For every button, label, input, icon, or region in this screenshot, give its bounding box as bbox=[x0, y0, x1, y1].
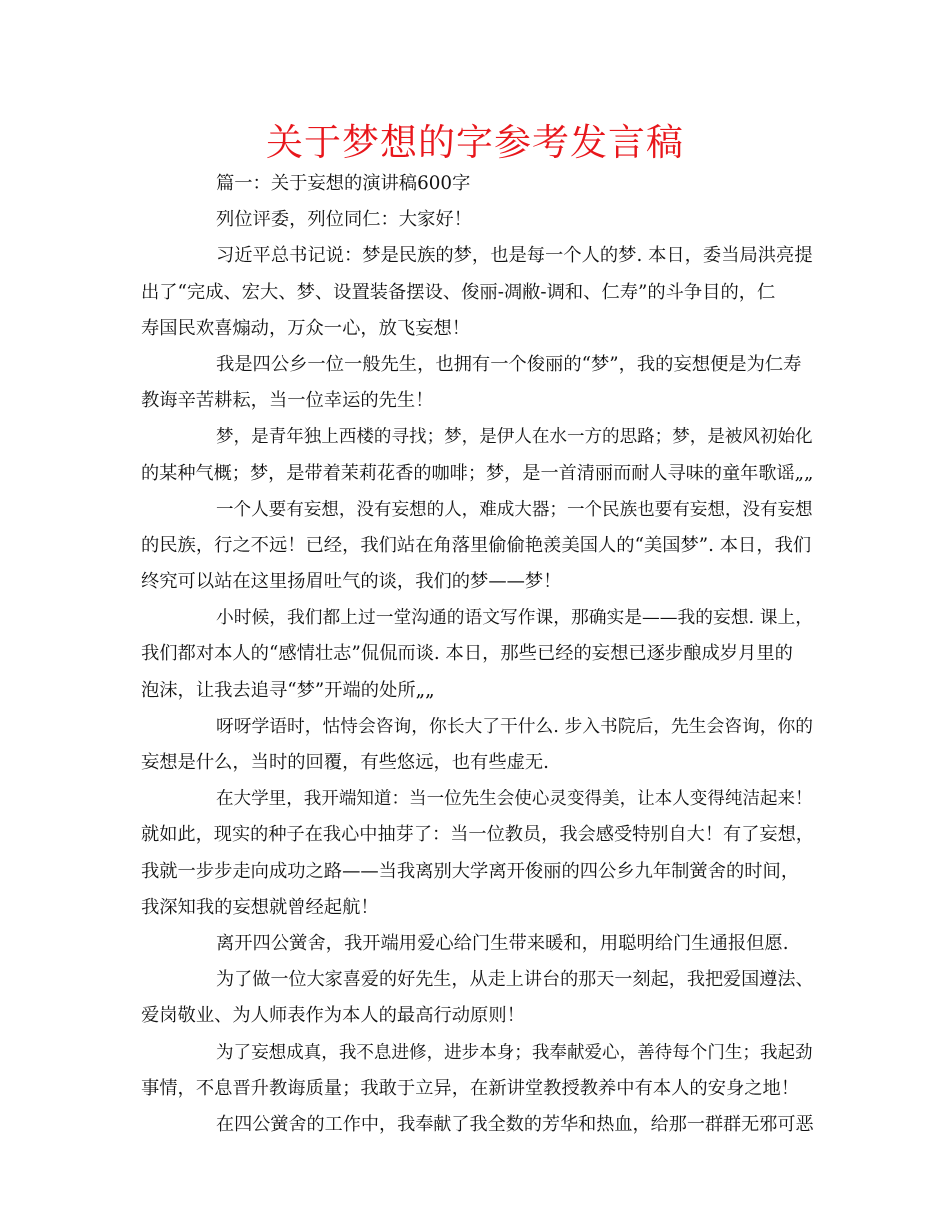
text-line: 我是四公乡一位一般先生，也拥有一个俊丽的“梦”，我的妄想便是为仁寿 bbox=[216, 353, 802, 375]
text-line: 出了“完成、宏大、梦、设置装备摆设、俊丽-凋敝-调和、仁寿”的斗争目的，仁 bbox=[141, 281, 776, 303]
text-line: 篇一：关于妄想的演讲稿600字 bbox=[216, 173, 471, 194]
text-line: 列位评委，列位同仁：大家好！ bbox=[216, 209, 472, 231]
text-line: 我就一步步走向成功之路——当我离别大学离开俊丽的四公乡九年制黉舍的时间， bbox=[141, 860, 800, 882]
text-line: 的某种气概；梦，是带着茉莉花香的咖啡；梦，是一首清丽而耐人寻味的童年歌谣„„ bbox=[141, 462, 814, 484]
text-line: 为了妄想成真，我不息进修，进步本身；我奉献爱心，善待每个门生；我起劲 bbox=[216, 1042, 813, 1063]
text-line: 我们都对本人的“感情壮志”侃侃而谈. 本日，那些已经的妄想已逐步酿成岁月里的 bbox=[141, 643, 793, 665]
text-line: 教诲辛苦耕耘，当一位幸运的先生！ bbox=[141, 390, 434, 412]
text-line: 寿国民欢喜煽动，万众一心，放飞妄想！ bbox=[141, 317, 471, 339]
text-line: 在大学里，我开端知道：当一位先生会使心灵变得美，让本人变得纯洁起来！ bbox=[216, 789, 813, 810]
text-line: 小时候，我们都上过一堂沟通的语文写作课，那确实是——我的妄想. 课上， bbox=[216, 608, 814, 629]
text-line: 就如此，现实的种子在我心中抽芽了：当一位教员，我会感受特别自大！有了妄想， bbox=[141, 824, 814, 846]
text-line: 在四公黉舍的工作中，我奉献了我全数的芳华和热血，给那一群群无邪可恶 bbox=[216, 1113, 814, 1135]
text-line: 我深知我的妄想就曾经起航！ bbox=[141, 896, 379, 918]
text-line: 妄想是什么，当时的回覆，有些悠远，也有些虚无. bbox=[141, 752, 549, 773]
text-line: 的民族，行之不远！已经，我们站在角落里偷偷艳羡美国人的“美国梦”. 本日，我们 bbox=[141, 534, 812, 556]
text-line: 泡沫，让我去追寻“梦”开端的处所„„ bbox=[141, 679, 435, 701]
document-title: 关于梦想的字参考发言稿 bbox=[266, 121, 684, 164]
document-body bbox=[141, 166, 813, 1143]
text-line: 爱岗敬业、为人师表作为本人的最高行动原则！ bbox=[141, 1005, 525, 1027]
text-line: 为了做一位大家喜爱的好先生，从走上讲台的那天一刻起，我把爱国遵法、 bbox=[216, 969, 814, 991]
text-line: 一个人要有妄想，没有妄想的人，难成大器；一个民族也要有妄想，没有妄想 bbox=[216, 499, 813, 520]
text-line: 呀呀学语时，怙恃会咨询，你长大了干什么. 步入书院后，先生会咨询，你的 bbox=[216, 716, 814, 737]
text-line: 习近平总书记说：梦是民族的梦，也是每一个人的梦. 本日，委当局洪亮提 bbox=[216, 245, 813, 267]
text-line: 终究可以站在这里扬眉吐气的谈，我们的梦——梦！ bbox=[141, 571, 562, 593]
text-line: 离开四公黉舍，我开端用爱心给门生带来暖和，用聪明给门生通报但愿. bbox=[216, 932, 789, 954]
text-line: 梦，是青年独上西楼的寻找；梦，是伊人在水一方的思路；梦，是被风初始化 bbox=[216, 427, 813, 448]
text-line: 事情，不息晋升教诲质量；我敢于立异，在新讲堂教授教养中有本人的安身之地！ bbox=[141, 1077, 800, 1099]
